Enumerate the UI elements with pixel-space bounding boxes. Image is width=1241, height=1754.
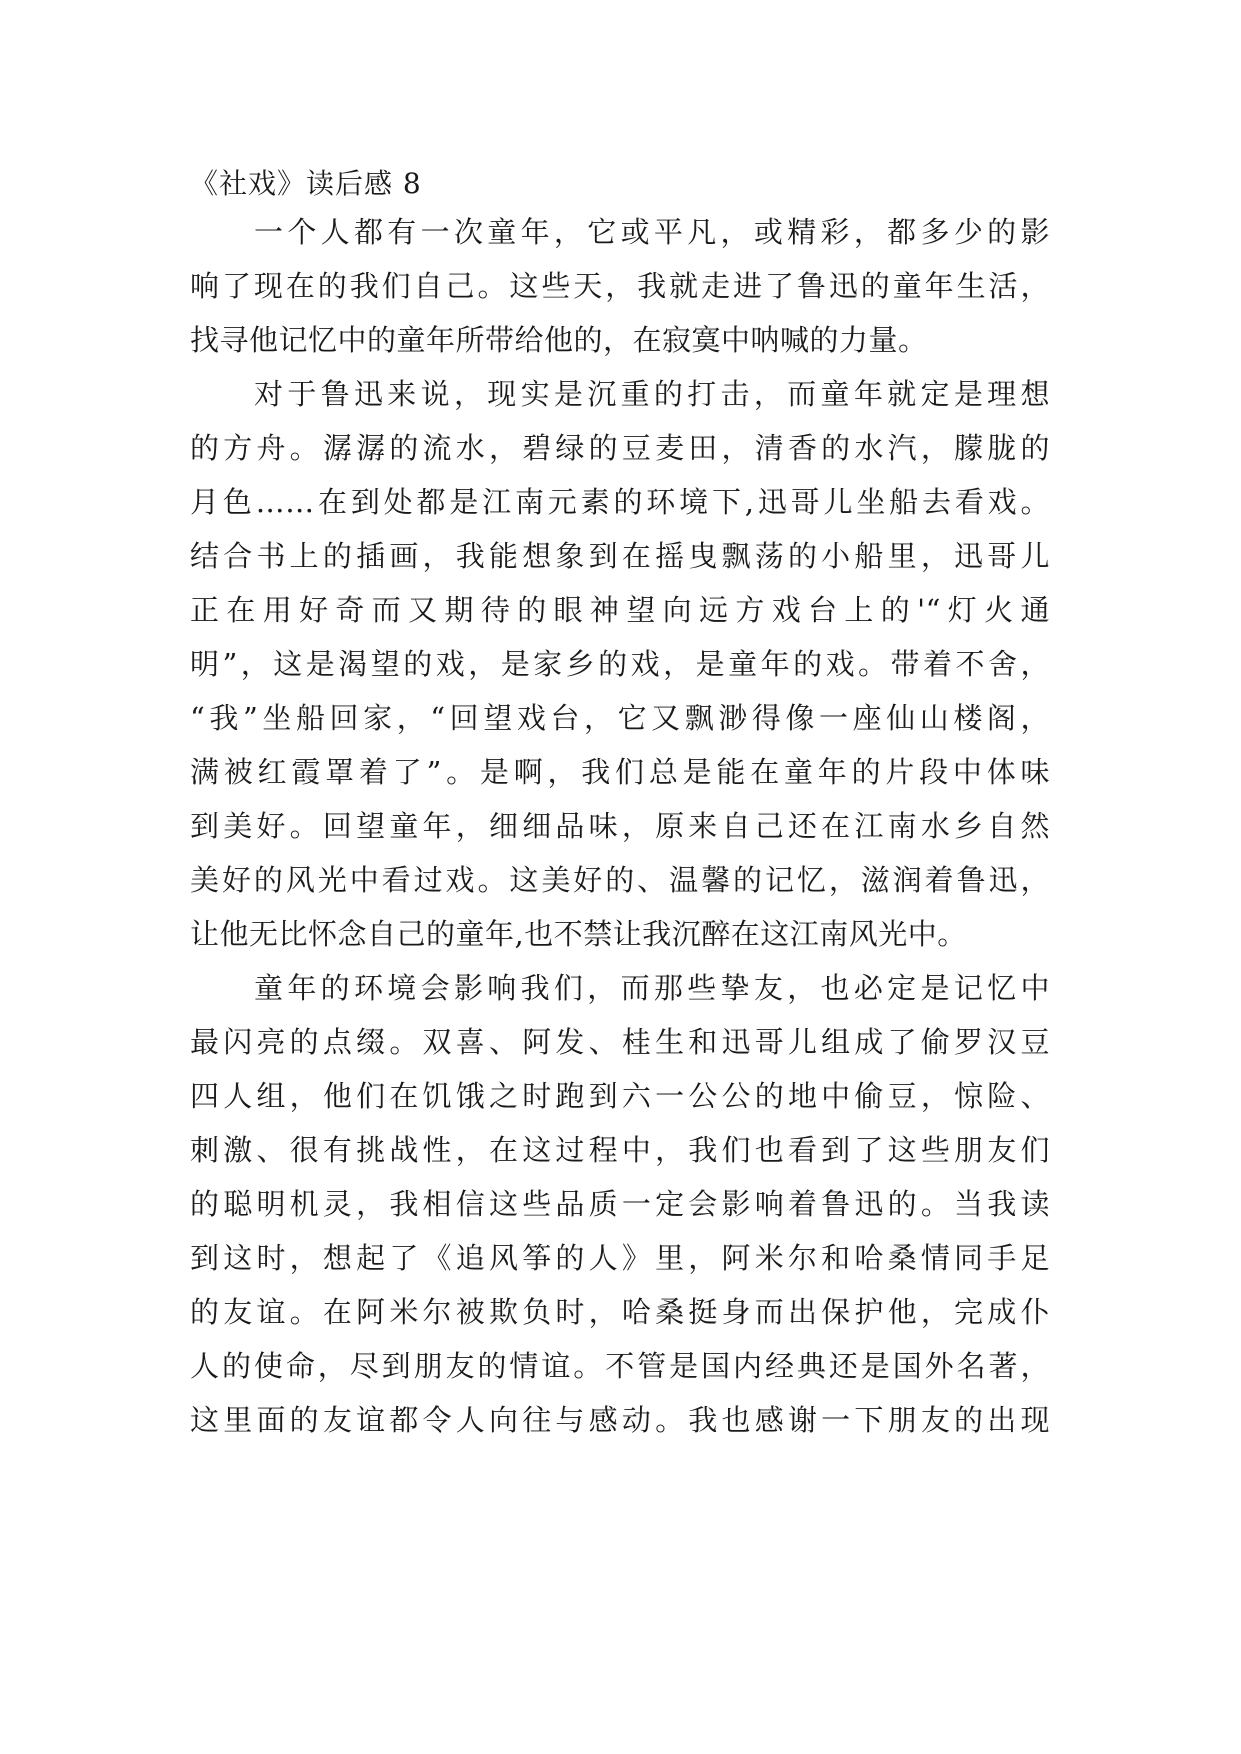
paragraph-line: 人的使命，尽到朋友的情谊。不管是国内经典还是国外名著， — [190, 1349, 1050, 1383]
paragraph-line: 明”，这是渴望的戏，是家乡的戏，是童年的戏。带着不舍， — [190, 647, 1050, 681]
paragraph-line: 一个人都有一次童年，它或平凡，或精彩，都多少的影 — [254, 215, 1050, 249]
paragraph-line: 结合书上的插画，我能想象到在摇曳飘荡的小船里，迅哥儿 — [190, 539, 1050, 573]
paragraph-line: 美好的风光中看过戏。这美好的、温馨的记忆，滋润着鲁迅， — [190, 863, 1050, 897]
paragraph-line: 满被红霞罩着了”。是啊，我们总是能在童年的片段中体味 — [190, 755, 1050, 789]
paragraph-line: 正在用好奇而又期待的眼神望向远方戏台上的'“灯火通 — [190, 593, 1050, 627]
paragraph-line: 这里面的友谊都令人向往与感动。我也感谢一下朋友的出现 — [190, 1403, 1050, 1437]
paragraph-line: 的友谊。在阿米尔被欺负时，哈桑挺身而出保护他，完成仆 — [190, 1295, 1050, 1329]
paragraph-line: 童年的环境会影响我们，而那些挚友，也必定是记忆中 — [254, 971, 1050, 1005]
paragraph-line: 到这时，想起了《追风筝的人》里，阿米尔和哈桑情同手足 — [190, 1241, 1050, 1275]
paragraph-line: 到美好。回望童年，细细品味，原来自己还在江南水乡自然 — [190, 809, 1050, 843]
paragraph-line: 让他无比怀念自己的童年,也不禁让我沉醉在这江南风光中。 — [190, 917, 967, 951]
paragraph-line: 刺激、很有挑战性，在这过程中，我们也看到了这些朋友们 — [190, 1133, 1050, 1167]
paragraph-line: 月色……在到处都是江南元素的环境下,迅哥儿坐船去看戏。 — [190, 485, 1050, 519]
paragraph-line: 响了现在的我们自己。这些天，我就走进了鲁迅的童年生活， — [190, 269, 1050, 303]
document-title: 《社戏》读后感 8 — [190, 167, 422, 200]
paragraph-line: “我”坐船回家，“回望戏台，它又飘渺得像一座仙山楼阁， — [190, 701, 1050, 735]
paragraph-line: 对于鲁迅来说，现实是沉重的打击，而童年就定是理想 — [254, 377, 1050, 411]
paragraph-line: 最闪亮的点缀。双喜、阿发、桂生和迅哥儿组成了偷罗汉豆 — [190, 1025, 1050, 1059]
paragraph-line: 的方舟。潺潺的流水，碧绿的豆麦田，清香的水汽，朦胧的 — [190, 431, 1050, 465]
paragraph-line: 的聪明机灵，我相信这些品质一定会影响着鲁迅的。当我读 — [190, 1187, 1050, 1221]
paragraph-line: 找寻他记忆中的童年所带给他的，在寂寞中呐喊的力量。 — [190, 323, 928, 357]
paragraph-line: 四人组，他们在饥饿之时跑到六一公公的地中偷豆，惊险、 — [190, 1079, 1050, 1113]
